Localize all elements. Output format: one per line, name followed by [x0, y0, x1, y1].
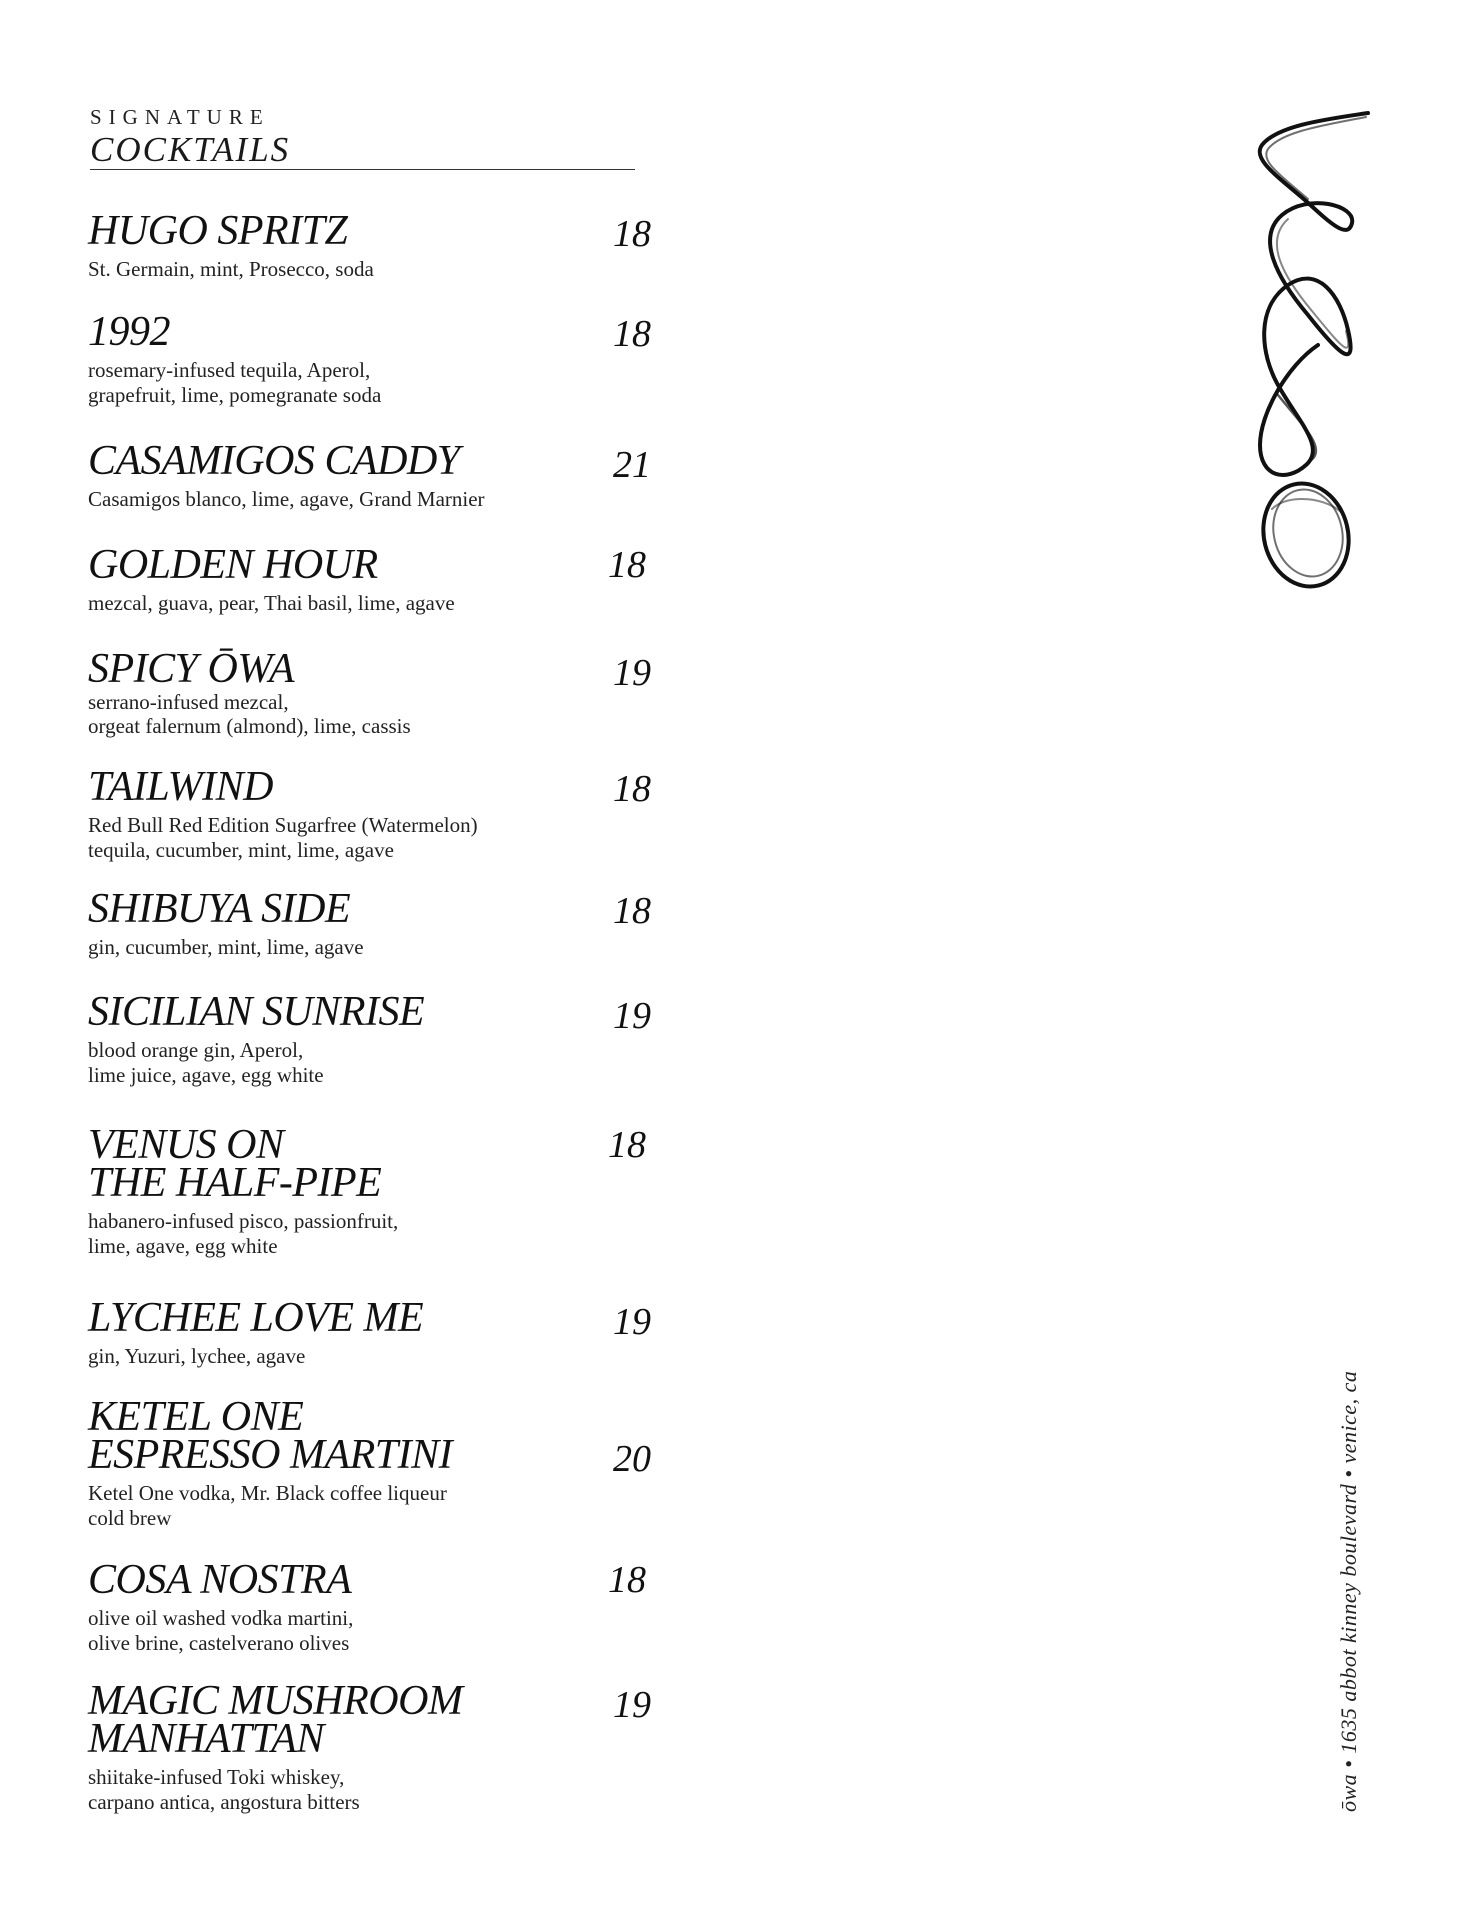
- cocktail-price: 19: [613, 1684, 651, 1726]
- menu-item: [88, 309, 651, 408]
- cocktail-price: 18: [608, 1559, 646, 1601]
- cocktail-description: rosemary-infused tequila, Aperol, grapefruit, lime, pomegranate soda: [88, 358, 382, 407]
- cocktail-price: 19: [613, 652, 651, 694]
- menu-item: [88, 1394, 651, 1531]
- cocktail-price: 21: [613, 444, 651, 486]
- cocktail-description: serrano-infused mezcal, orgeat falernum (almond), lime, cassis: [88, 690, 411, 738]
- cocktail-description: gin, cucumber, mint, lime, agave: [88, 935, 364, 959]
- section-kicker: SIGNATURE: [90, 105, 270, 129]
- cocktail-name: COSA NOSTRA: [88, 1557, 352, 1603]
- cocktail-name: SICILIAN SUNRISE: [88, 989, 425, 1035]
- menu-item: [88, 989, 651, 1088]
- section-title: COCKTAILS: [90, 130, 291, 169]
- cocktail-description: Ketel One vodka, Mr. Black coffee liqueur cold brew: [88, 1481, 447, 1530]
- cocktail-name: SPICY ŌWA: [88, 646, 295, 692]
- cocktail-name: CASAMIGOS CADDY: [88, 438, 460, 484]
- cocktail-name: SHIBUYA SIDE: [88, 886, 351, 932]
- cocktail-description: Casamigos blanco, lime, agave, Grand Marnier: [88, 487, 485, 511]
- cocktail-description: blood orange gin, Aperol, lime juice, agave, egg white: [88, 1038, 324, 1087]
- menu-item: [88, 1295, 651, 1369]
- cocktail-name: 1992: [88, 309, 170, 355]
- cocktail-price: 18: [608, 544, 646, 586]
- cocktail-name: VENUS ON THE HALF-PIPE: [88, 1122, 382, 1206]
- section-header: [90, 105, 635, 170]
- cocktail-price: 18: [613, 768, 651, 810]
- cocktail-name: MAGIC MUSHROOM MANHATTAN: [88, 1678, 463, 1762]
- menu-item: [88, 646, 651, 738]
- cocktail-description: Red Bull Red Edition Sugarfree (Watermelon) tequila, cucumber, mint, lime, agave: [88, 813, 478, 862]
- cocktail-description: gin, Yuzuri, lychee, agave: [88, 1344, 306, 1368]
- venue-address: ōwa • 1635 abbot kinney boulevard • venice, ca: [1336, 1370, 1361, 1812]
- menu-item: [88, 438, 651, 512]
- menu-item: [88, 1122, 648, 1259]
- cocktail-price: 18: [613, 213, 651, 255]
- menu-item: [88, 208, 651, 282]
- menu-item: [88, 1678, 651, 1815]
- cocktail-name: TAILWIND: [88, 764, 273, 810]
- cocktail-description: olive oil washed vodka martini, olive brine, castelverano olives: [88, 1606, 354, 1655]
- cocktail-name: KETEL ONE ESPRESSO MARTINI: [88, 1394, 453, 1478]
- cocktail-price: 19: [613, 1301, 651, 1343]
- menu-item: [88, 764, 651, 863]
- cocktail-price: 20: [613, 1438, 651, 1480]
- cocktail-description: mezcal, guava, pear, Thai basil, lime, agave: [88, 591, 455, 615]
- cocktail-name: HUGO SPRITZ: [88, 208, 348, 254]
- menu-item: [88, 886, 651, 960]
- cocktail-price: 18: [608, 1124, 646, 1166]
- menu-item: [88, 1557, 648, 1656]
- cocktail-description: St. Germain, mint, Prosecco, soda: [88, 257, 374, 281]
- owa-script-logo-icon: [1248, 105, 1378, 605]
- cocktail-price: 18: [613, 313, 651, 355]
- cocktail-description: shiitake-infused Toki whiskey, carpano antica, angostura bitters: [88, 1765, 360, 1814]
- header-divider: [90, 169, 635, 170]
- cocktail-price: 19: [613, 995, 651, 1037]
- cocktail-name: GOLDEN HOUR: [88, 542, 378, 588]
- cocktail-description: habanero-infused pisco, passionfruit, lime, agave, egg white: [88, 1209, 399, 1258]
- cocktail-name: LYCHEE LOVE ME: [88, 1295, 424, 1341]
- menu-item: [88, 542, 648, 616]
- cocktail-price: 18: [613, 890, 651, 932]
